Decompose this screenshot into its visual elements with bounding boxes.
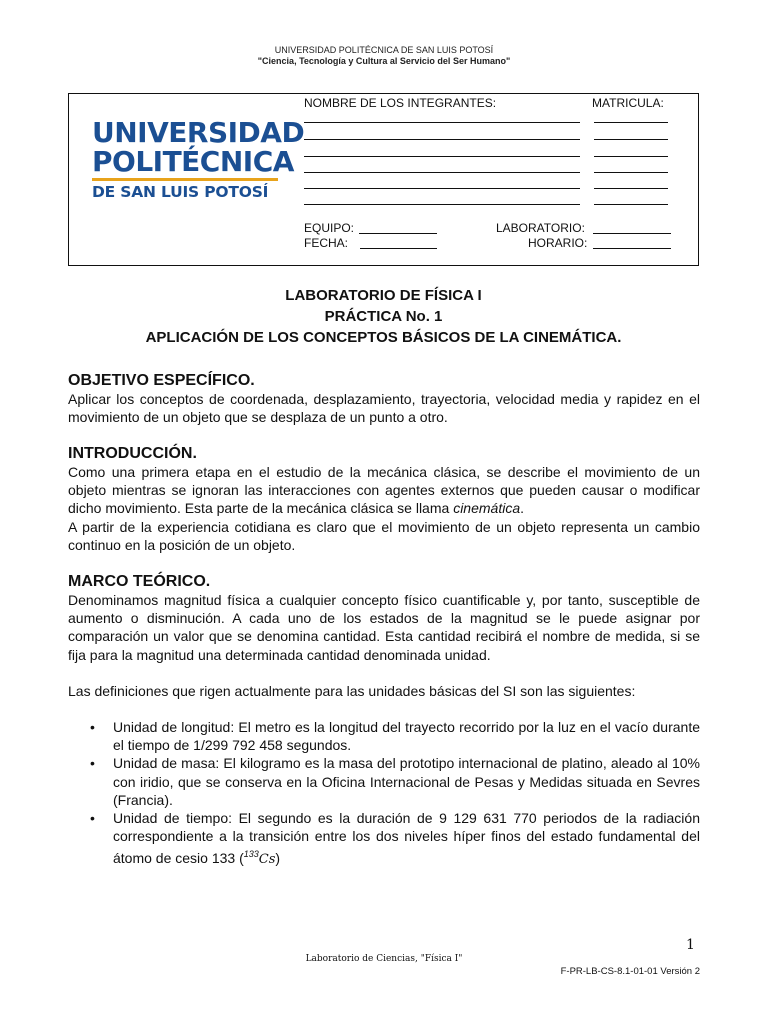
si-units-list (90, 718, 700, 870)
university-logo (92, 116, 305, 201)
matricula-field-2[interactable] (594, 139, 668, 140)
practice-title: PRÁCTICA No. 1 (324, 308, 443, 325)
matricula-field-3[interactable] (594, 156, 668, 157)
name-field-1[interactable] (304, 122, 580, 123)
cesium-symbol: Cs (258, 852, 276, 868)
matricula-label: MATRICULA: (592, 96, 664, 110)
marco-text-1: Denominamos magnitud física a cualquier concepto físico cuantificable y, por tanto, susceptible de aumento o disminución. A cada uno de los estados de la magnitud se le puede asignar por comparación un valor que se denomina cantidad. Esta cantidad recibirá el nombre de medida, si se fija para la magnitud una determinada cantidad denominada unidad. (68, 592, 700, 663)
lab-title: LABORATORIO DE FÍSICA I (285, 287, 482, 304)
document-code: F-PR-LB-CS-8.1-01-01 Versión 2 (560, 966, 700, 977)
name-field-6[interactable] (304, 204, 580, 205)
list-item (90, 718, 700, 754)
bullet-icon: • (90, 810, 95, 827)
fecha-label: FECHA: (304, 236, 349, 250)
laboratorio-label: LABORATORIO: (496, 221, 585, 235)
logo-line-2: POLITÉCNICA (92, 145, 294, 178)
introduccion-heading: INTRODUCCIÓN. (68, 445, 197, 462)
equipo-field[interactable] (359, 233, 437, 234)
equipo-label: EQUIPO: (304, 221, 355, 235)
bullet-icon: • (90, 755, 95, 772)
logo-line-3: DE SAN LUIS POTOSÍ (92, 183, 269, 201)
bullet-close-paren: ) (275, 850, 281, 867)
name-field-3[interactable] (304, 156, 580, 157)
name-field-4[interactable] (304, 172, 580, 173)
marco-text-2: Las definiciones que rigen actualmente para las unidades básicas del SI son las siguientes: (68, 683, 636, 699)
matricula-field-5[interactable] (594, 188, 668, 189)
marco-heading: MARCO TEÓRICO. (68, 573, 211, 590)
objetivo-text: Aplicar los conceptos de coordenada, desplazamiento, trayectoria, velocidad media y rapidez en el movimiento de un objeto que se desplaza de un punto a otro. (68, 391, 700, 426)
page-number: 1 (686, 937, 695, 953)
fecha-field[interactable] (360, 248, 437, 249)
logo-divider (92, 178, 278, 181)
horario-field[interactable] (593, 248, 671, 249)
name-field-2[interactable] (304, 139, 580, 140)
matricula-field-6[interactable] (594, 204, 668, 205)
list-item-text: Unidad de longitud: El metro es la longitud del trayecto recorrido por la luz en el vacío durante el tiempo de 1/299 792 458 segundos. (113, 719, 700, 754)
footer-course: Laboratorio de Ciencias, "Física I" (305, 954, 463, 964)
header-university: UNIVERSIDAD POLITÉCNICA DE SAN LUIS POTOSÍ (274, 45, 494, 55)
names-label: NOMBRE DE LOS INTEGRANTES: (304, 96, 497, 110)
logo-line-1: UNIVERSIDAD (92, 116, 305, 149)
name-field-5[interactable] (304, 188, 580, 189)
introduccion-text-2: A partir de la experiencia cotidiana es claro que el movimiento de un objeto representa un cambio continuo en la posición de un objeto. (68, 519, 700, 554)
bullet-icon: • (90, 719, 95, 735)
topic-title: APLICACIÓN DE LOS CONCEPTOS BÁSICOS DE LA CINEMÁTICA. (145, 329, 622, 346)
laboratorio-field[interactable] (593, 233, 671, 234)
list-item-text: Unidad de masa: El kilogramo es la masa del prototipo internacional de platino, aleado al 10% con iridio, que se conserva en la Oficina Internacional de Pesas y Medidas situada en Sevres (Francia). (113, 755, 700, 808)
horario-label: HORARIO: (528, 236, 588, 250)
introduccion-term: cinemática (453, 500, 521, 517)
list-item-text: Unidad de tiempo: El segundo es la duración de 9 129 631 770 periodos de la radiación correspondiente a la transición entre los dos niveles híper finos del estado fundamental del átomo de cesio 133 ( (113, 810, 700, 867)
matricula-field-4[interactable] (594, 172, 668, 173)
introduccion-text-1-after: . (520, 500, 524, 517)
isotope-superscript: 133 (243, 849, 259, 860)
objetivo-heading: OBJETIVO ESPECÍFICO. (68, 372, 255, 389)
list-item (90, 809, 700, 870)
introduccion-text-1 (68, 463, 700, 518)
list-item (90, 754, 700, 809)
introduccion-text-1-before: Como una primera etapa en el estudio de la mecánica clásica, se describe el movimiento de un objeto mientras se ignoran las interacciones con agentes externos que pueden causar o modificar dicho movimiento. Esta parte de la mecánica clásica se llama (68, 464, 700, 517)
header-motto: "Ciencia, Tecnología y Cultura al Servicio del Ser Humano" (257, 56, 511, 66)
matricula-field-1[interactable] (594, 122, 668, 123)
